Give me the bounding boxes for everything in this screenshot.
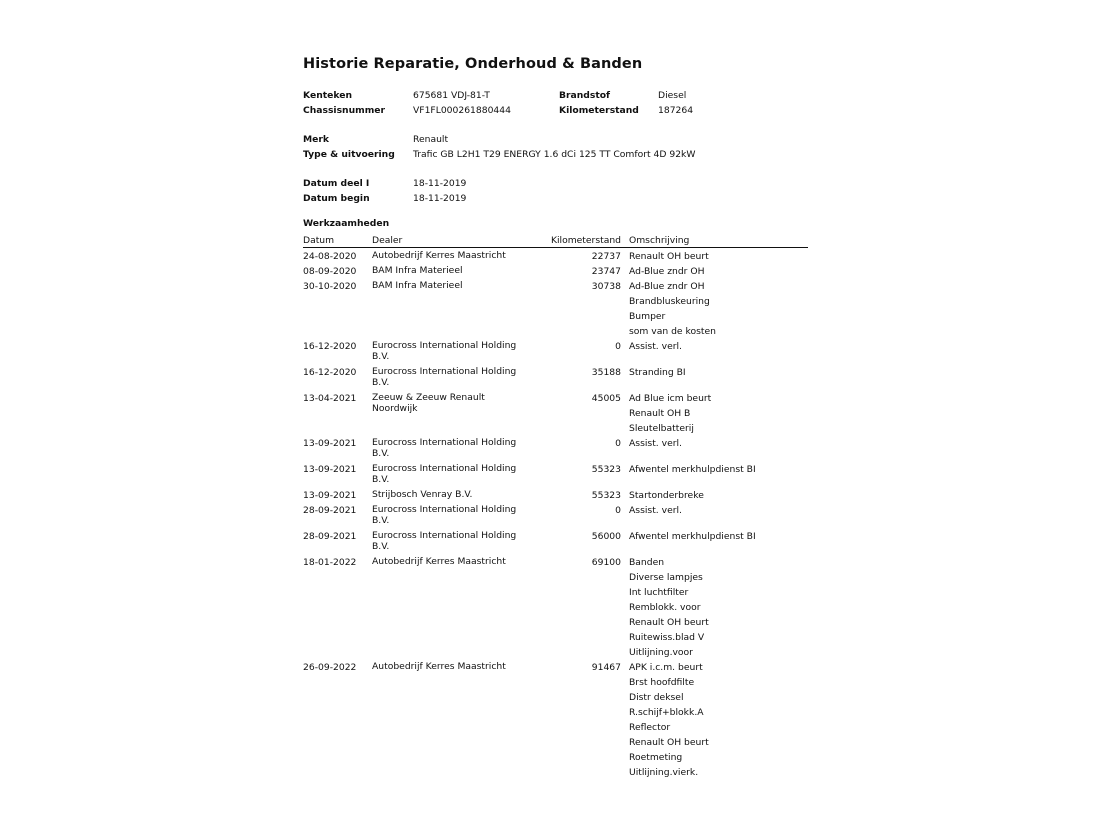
table-header xyxy=(303,234,808,248)
row-dealer: Strijbosch Venray B.V. xyxy=(372,489,473,500)
kilometerstand-label: Kilometerstand xyxy=(559,105,639,116)
row-omschrijving: Sleutelbatterij xyxy=(629,423,694,434)
row-omschrijving: Assist. verl. xyxy=(629,438,682,449)
row-kilometerstand: 69100 xyxy=(591,557,621,568)
kenteken-value: 675681 VDJ-81-T xyxy=(413,90,490,101)
row-datum: 08-09-2020 xyxy=(303,266,357,277)
info-row-datum-begin xyxy=(303,191,808,206)
table-row xyxy=(303,365,808,391)
type-label: Type & uitvoering xyxy=(303,149,395,160)
row-dealer: Eurocross International Holding B.V. xyxy=(372,366,517,388)
spacer xyxy=(303,118,808,132)
row-dealer: Zeeuw & Zeeuw Renault Noordwijk xyxy=(372,392,485,414)
table-row xyxy=(303,462,808,488)
row-omschrijving: som van de kosten xyxy=(629,326,716,337)
row-datum: 26-09-2022 xyxy=(303,662,357,673)
row-datum: 13-09-2021 xyxy=(303,438,357,449)
datum-begin-label: Datum begin xyxy=(303,193,370,204)
row-omschrijving: Remblokk. voor xyxy=(629,602,701,613)
row-datum: 30-10-2020 xyxy=(303,281,357,292)
row-datum: 28-09-2021 xyxy=(303,531,357,542)
werkzaamheden-heading: Werkzaamheden xyxy=(303,218,390,229)
row-kilometerstand: 55323 xyxy=(591,490,621,501)
table-row xyxy=(303,488,808,503)
merk-label: Merk xyxy=(303,134,330,145)
row-omschrijving-list xyxy=(629,436,682,451)
row-datum: 13-04-2021 xyxy=(303,393,357,404)
spacer xyxy=(303,74,808,88)
row-omschrijving: Assist. verl. xyxy=(629,505,682,516)
row-kilometerstand: 22737 xyxy=(591,251,621,262)
table-row xyxy=(303,279,808,339)
datum-deel-label: Datum deel I xyxy=(303,178,370,189)
row-datum: 13-09-2021 xyxy=(303,464,357,475)
table-body xyxy=(303,249,808,780)
row-omschrijving: Brst hoofdfilte xyxy=(629,677,695,688)
datum-deel-value: 18-11-2019 xyxy=(413,178,467,189)
row-datum: 18-01-2022 xyxy=(303,557,357,568)
row-omschrijving: Afwentel merkhulpdienst BI xyxy=(629,464,756,475)
row-omschrijving-list xyxy=(629,249,709,264)
column-header-datum: Datum xyxy=(303,235,335,246)
table-row xyxy=(303,249,808,264)
column-header-omschrijving: Omschrijving xyxy=(629,235,690,246)
kilometerstand-value: 187264 xyxy=(658,105,694,116)
row-dealer: BAM Infra Materieel xyxy=(372,265,463,276)
row-dealer: Eurocross International Holding B.V. xyxy=(372,463,517,485)
table-row xyxy=(303,264,808,279)
row-kilometerstand: 35188 xyxy=(591,367,621,378)
row-dealer: Eurocross International Holding B.V. xyxy=(372,530,517,552)
table-row xyxy=(303,555,808,660)
info-row-type xyxy=(303,147,808,162)
report-page xyxy=(303,54,808,780)
row-dealer: Eurocross International Holding B.V. xyxy=(372,340,517,362)
brandstof-label: Brandstof xyxy=(559,90,611,101)
row-omschrijving: Uitlijning.voor xyxy=(629,647,693,658)
row-datum: 16-12-2020 xyxy=(303,367,357,378)
row-omschrijving-list xyxy=(629,488,704,503)
row-kilometerstand: 0 xyxy=(615,438,621,449)
merk-value: Renault xyxy=(413,134,449,145)
table-row xyxy=(303,436,808,462)
row-omschrijving: Afwentel merkhulpdienst BI xyxy=(629,531,756,542)
column-header-kilometerstand: Kilometerstand xyxy=(550,235,621,246)
row-omschrijving-list xyxy=(629,529,756,544)
row-omschrijving: APK i.c.m. beurt xyxy=(629,662,703,673)
row-kilometerstand: 23747 xyxy=(591,266,621,277)
page-title: Historie Reparatie, Onderhoud & Banden xyxy=(303,56,643,72)
row-omschrijving: Renault OH beurt xyxy=(629,251,709,262)
row-omschrijving: Reflector xyxy=(629,722,671,733)
row-datum: 24-08-2020 xyxy=(303,251,357,262)
row-omschrijving: Renault OH beurt xyxy=(629,617,709,628)
row-omschrijving: Assist. verl. xyxy=(629,341,682,352)
row-omschrijving: Diverse lampjes xyxy=(629,572,703,583)
row-kilometerstand: 56000 xyxy=(591,531,621,542)
row-omschrijving: Brandbluskeuring xyxy=(629,296,710,307)
type-value: Trafic GB L2H1 T29 ENERGY 1.6 dCi 125 TT Comfort 4D 92kW xyxy=(413,149,696,160)
row-omschrijving: Banden xyxy=(629,557,665,568)
table-row xyxy=(303,660,808,780)
table-row xyxy=(303,391,808,436)
row-kilometerstand: 45005 xyxy=(591,393,621,404)
spacer xyxy=(303,162,808,176)
row-kilometerstand: 91467 xyxy=(591,662,621,673)
row-omschrijving: Uitlijning.vierk. xyxy=(629,767,699,778)
row-omschrijving: Renault OH beurt xyxy=(629,737,709,748)
row-omschrijving: Ad-Blue zndr OH xyxy=(629,281,705,292)
row-omschrijving-list xyxy=(629,555,709,660)
row-dealer: Autobedrijf Kerres Maastricht xyxy=(372,250,506,261)
info-row-kenteken xyxy=(303,88,808,103)
row-kilometerstand: 30738 xyxy=(591,281,621,292)
row-omschrijving-list xyxy=(629,279,716,339)
info-row-merk xyxy=(303,132,808,147)
row-omschrijving: Renault OH B xyxy=(629,408,691,419)
row-omschrijving-list xyxy=(629,462,756,477)
row-omschrijving: R.schijf+blokk.A xyxy=(629,707,704,718)
row-omschrijving-list xyxy=(629,391,711,436)
row-omschrijving: Stranding BI xyxy=(629,367,686,378)
brandstof-value: Diesel xyxy=(658,90,687,101)
row-omschrijving: Distr deksel xyxy=(629,692,684,703)
row-dealer: Eurocross International Holding B.V. xyxy=(372,504,517,526)
row-omschrijving-list xyxy=(629,264,705,279)
row-datum: 28-09-2021 xyxy=(303,505,357,516)
row-kilometerstand: 0 xyxy=(615,341,621,352)
chassis-label: Chassisnummer xyxy=(303,105,386,116)
row-omschrijving: Int luchtfilter xyxy=(629,587,689,598)
spacer xyxy=(303,206,808,216)
row-kilometerstand: 0 xyxy=(615,505,621,516)
row-omschrijving: Roetmeting xyxy=(629,752,683,763)
row-omschrijving: Ad-Blue zndr OH xyxy=(629,266,705,277)
row-omschrijving: Ruitewiss.blad V xyxy=(629,632,705,643)
row-dealer: Autobedrijf Kerres Maastricht xyxy=(372,556,506,567)
table-row xyxy=(303,503,808,529)
row-omschrijving-list xyxy=(629,365,686,380)
info-row-datum-deel xyxy=(303,176,808,191)
datum-begin-value: 18-11-2019 xyxy=(413,193,467,204)
row-datum: 16-12-2020 xyxy=(303,341,357,352)
row-datum: 13-09-2021 xyxy=(303,490,357,501)
table-row xyxy=(303,529,808,555)
row-omschrijving-list xyxy=(629,503,682,518)
table-row xyxy=(303,339,808,365)
column-header-dealer: Dealer xyxy=(372,235,403,246)
row-omschrijving-list xyxy=(629,660,709,780)
kenteken-label: Kenteken xyxy=(303,90,352,101)
row-omschrijving: Ad Blue icm beurt xyxy=(629,393,712,404)
row-omschrijving: Startonderbreke xyxy=(629,490,704,501)
info-row-chassis xyxy=(303,103,808,118)
row-kilometerstand: 55323 xyxy=(591,464,621,475)
row-omschrijving: Bumper xyxy=(629,311,666,322)
row-dealer: Autobedrijf Kerres Maastricht xyxy=(372,661,506,672)
row-dealer: Eurocross International Holding B.V. xyxy=(372,437,517,459)
row-dealer: BAM Infra Materieel xyxy=(372,280,463,291)
chassis-value: VF1FL000261880444 xyxy=(413,105,511,116)
row-omschrijving-list xyxy=(629,339,682,354)
